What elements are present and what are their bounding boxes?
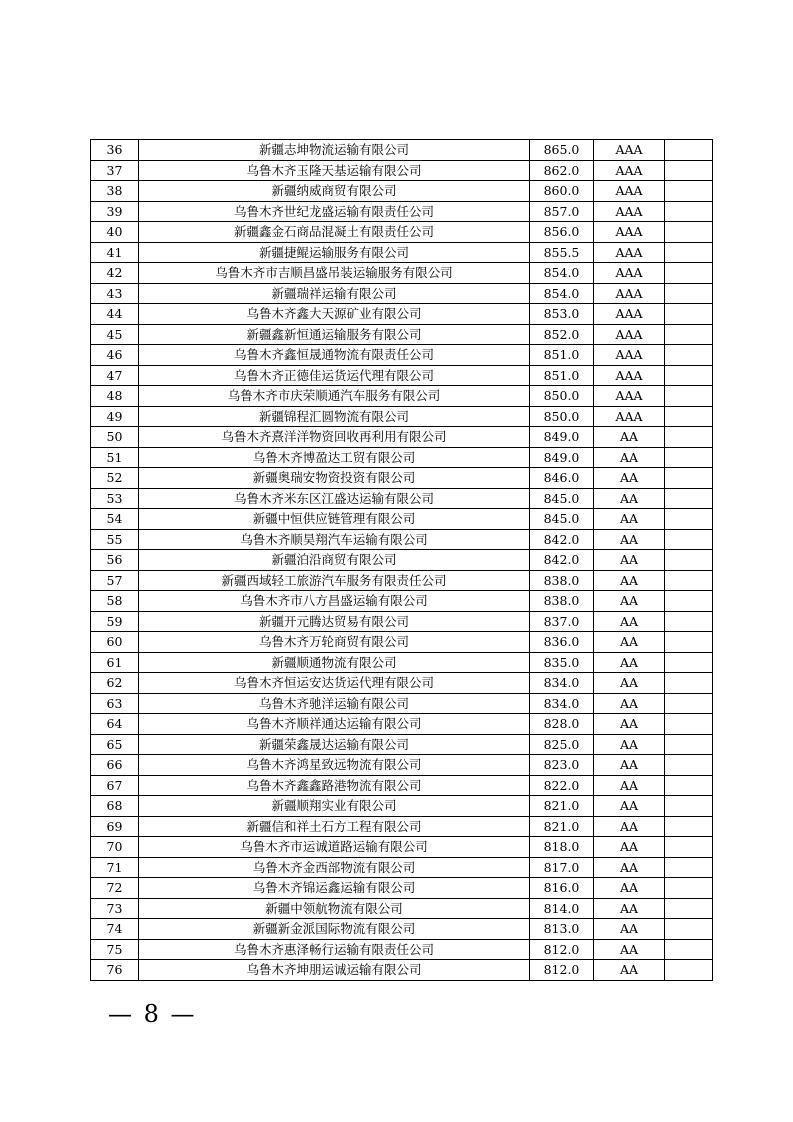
row-number: 52	[91, 468, 139, 489]
row-number: 44	[91, 304, 139, 325]
company-name: 乌鲁木齐市八方昌盛运输有限公司	[139, 591, 530, 612]
company-name: 新疆信和祥土石方工程有限公司	[139, 816, 530, 837]
remark-cell	[665, 406, 713, 427]
company-name: 乌鲁木齐市运诚道路运输有限公司	[139, 837, 530, 858]
credit-score: 851.0	[530, 365, 594, 386]
row-number: 46	[91, 345, 139, 366]
company-name: 新疆中恒供应链管理有限公司	[139, 509, 530, 530]
table-row	[91, 652, 713, 673]
credit-grade: AAA	[594, 263, 665, 284]
credit-grade: AAA	[594, 324, 665, 345]
remark-cell	[665, 673, 713, 694]
credit-grade: AA	[594, 796, 665, 817]
remark-cell	[665, 345, 713, 366]
credit-grade: AAA	[594, 386, 665, 407]
table-row	[91, 160, 713, 181]
remark-cell	[665, 304, 713, 325]
table-row	[91, 488, 713, 509]
credit-grade: AAA	[594, 181, 665, 202]
remark-cell	[665, 775, 713, 796]
credit-grade: AA	[594, 529, 665, 550]
credit-score: 845.0	[530, 509, 594, 530]
remark-cell	[665, 734, 713, 755]
credit-score: 838.0	[530, 570, 594, 591]
credit-grade: AAA	[594, 365, 665, 386]
credit-score: 850.0	[530, 386, 594, 407]
remark-cell	[665, 263, 713, 284]
row-number: 40	[91, 222, 139, 243]
row-number: 54	[91, 509, 139, 530]
remark-cell	[665, 693, 713, 714]
table-row	[91, 755, 713, 776]
credit-grade: AA	[594, 857, 665, 878]
table-row	[91, 673, 713, 694]
company-name: 新疆鑫金石商品混凝土有限责任公司	[139, 222, 530, 243]
company-name: 新疆泊沿商贸有限公司	[139, 550, 530, 571]
credit-grade: AA	[594, 632, 665, 653]
table-row	[91, 242, 713, 263]
company-name: 乌鲁木齐恒运安达货运代理有限公司	[139, 673, 530, 694]
credit-score: 836.0	[530, 632, 594, 653]
company-name: 乌鲁木齐驰洋运输有限公司	[139, 693, 530, 714]
credit-score: 835.0	[530, 652, 594, 673]
row-number: 51	[91, 447, 139, 468]
row-number: 58	[91, 591, 139, 612]
row-number: 72	[91, 878, 139, 899]
row-number: 64	[91, 714, 139, 735]
table-row	[91, 324, 713, 345]
remark-cell	[665, 570, 713, 591]
credit-grade: AAA	[594, 345, 665, 366]
row-number: 70	[91, 837, 139, 858]
credit-score: 857.0	[530, 201, 594, 222]
row-number: 74	[91, 919, 139, 940]
credit-score: 834.0	[530, 693, 594, 714]
credit-grade: AA	[594, 611, 665, 632]
remark-cell	[665, 468, 713, 489]
credit-grade: AAA	[594, 222, 665, 243]
credit-grade: AA	[594, 775, 665, 796]
row-number: 45	[91, 324, 139, 345]
company-name: 新疆锦程汇圆物流有限公司	[139, 406, 530, 427]
company-name: 乌鲁木齐市庆荣顺通汽车服务有限公司	[139, 386, 530, 407]
credit-grade: AAA	[594, 283, 665, 304]
table-row	[91, 509, 713, 530]
row-number: 42	[91, 263, 139, 284]
row-number: 57	[91, 570, 139, 591]
company-name: 乌鲁木齐鑫恒晟通物流有限责任公司	[139, 345, 530, 366]
row-number: 69	[91, 816, 139, 837]
company-name: 新疆志坤物流运输有限公司	[139, 140, 530, 161]
remark-cell	[665, 509, 713, 530]
remark-cell	[665, 201, 713, 222]
credit-score: 822.0	[530, 775, 594, 796]
company-name: 新疆瑞祥运输有限公司	[139, 283, 530, 304]
credit-grade: AA	[594, 468, 665, 489]
credit-grade: AA	[594, 816, 665, 837]
remark-cell	[665, 140, 713, 161]
credit-grade: AA	[594, 591, 665, 612]
credit-grade: AA	[594, 960, 665, 981]
row-number: 59	[91, 611, 139, 632]
table-row	[91, 222, 713, 243]
ratings-table-body	[91, 140, 713, 981]
remark-cell	[665, 591, 713, 612]
table-row	[91, 693, 713, 714]
table-row	[91, 201, 713, 222]
remark-cell	[665, 939, 713, 960]
credit-grade: AA	[594, 673, 665, 694]
remark-cell	[665, 611, 713, 632]
remark-cell	[665, 488, 713, 509]
credit-score: 849.0	[530, 447, 594, 468]
remark-cell	[665, 816, 713, 837]
row-number: 41	[91, 242, 139, 263]
company-name: 乌鲁木齐正德佳运货运代理有限公司	[139, 365, 530, 386]
table-row	[91, 468, 713, 489]
credit-grade: AA	[594, 488, 665, 509]
row-number: 43	[91, 283, 139, 304]
credit-score: 825.0	[530, 734, 594, 755]
table-row	[91, 345, 713, 366]
credit-score: 814.0	[530, 898, 594, 919]
credit-score: 821.0	[530, 816, 594, 837]
row-number: 48	[91, 386, 139, 407]
credit-grade: AA	[594, 693, 665, 714]
remark-cell	[665, 242, 713, 263]
table-row	[91, 365, 713, 386]
company-name: 乌鲁木齐市吉顺昌盛吊装运输服务有限公司	[139, 263, 530, 284]
credit-score: 842.0	[530, 550, 594, 571]
credit-score: 850.0	[530, 406, 594, 427]
table-row	[91, 263, 713, 284]
row-number: 61	[91, 652, 139, 673]
row-number: 66	[91, 755, 139, 776]
table-row	[91, 898, 713, 919]
remark-cell	[665, 447, 713, 468]
company-name: 新疆西域轻工旅游汽车服务有限责任公司	[139, 570, 530, 591]
row-number: 62	[91, 673, 139, 694]
table-row	[91, 529, 713, 550]
company-name: 乌鲁木齐顺祥通达运输有限公司	[139, 714, 530, 735]
credit-grade: AA	[594, 878, 665, 899]
credit-grade: AA	[594, 734, 665, 755]
table-row	[91, 591, 713, 612]
company-name: 乌鲁木齐惠泽畅行运输有限责任公司	[139, 939, 530, 960]
table-row	[91, 181, 713, 202]
table-row	[91, 878, 713, 899]
company-name: 乌鲁木齐鑫鑫路港物流有限公司	[139, 775, 530, 796]
credit-grade: AAA	[594, 406, 665, 427]
credit-grade: AAA	[594, 160, 665, 181]
credit-score: 842.0	[530, 529, 594, 550]
company-name: 乌鲁木齐万轮商贸有限公司	[139, 632, 530, 653]
credit-grade: AA	[594, 570, 665, 591]
company-name: 乌鲁木齐顺昊翔汽车运输有限公司	[139, 529, 530, 550]
table-row	[91, 632, 713, 653]
credit-score: 849.0	[530, 427, 594, 448]
credit-score: 817.0	[530, 857, 594, 878]
credit-grade: AA	[594, 939, 665, 960]
table-row	[91, 796, 713, 817]
remark-cell	[665, 365, 713, 386]
remark-cell	[665, 550, 713, 571]
remark-cell	[665, 714, 713, 735]
credit-score: 845.0	[530, 488, 594, 509]
row-number: 36	[91, 140, 139, 161]
row-number: 49	[91, 406, 139, 427]
credit-grade: AAA	[594, 242, 665, 263]
row-number: 55	[91, 529, 139, 550]
table-row	[91, 447, 713, 468]
company-name: 新疆奥瑞安物资投资有限公司	[139, 468, 530, 489]
credit-score: 851.0	[530, 345, 594, 366]
credit-score: 834.0	[530, 673, 594, 694]
table-row	[91, 960, 713, 981]
page-number: — 8 —	[108, 1000, 197, 1028]
credit-score: 813.0	[530, 919, 594, 940]
row-number: 38	[91, 181, 139, 202]
row-number: 71	[91, 857, 139, 878]
table-row	[91, 550, 713, 571]
company-name: 乌鲁木齐金西部物流有限公司	[139, 857, 530, 878]
credit-grade: AAA	[594, 304, 665, 325]
remark-cell	[665, 427, 713, 448]
credit-score: 828.0	[530, 714, 594, 735]
table-row	[91, 919, 713, 940]
row-number: 67	[91, 775, 139, 796]
credit-score: 860.0	[530, 181, 594, 202]
company-name: 乌鲁木齐鸿星致远物流有限公司	[139, 755, 530, 776]
credit-score: 853.0	[530, 304, 594, 325]
credit-score: 856.0	[530, 222, 594, 243]
company-name: 新疆纳威商贸有限公司	[139, 181, 530, 202]
credit-score: 837.0	[530, 611, 594, 632]
table-row	[91, 304, 713, 325]
table-row	[91, 283, 713, 304]
row-number: 50	[91, 427, 139, 448]
row-number: 39	[91, 201, 139, 222]
remark-cell	[665, 919, 713, 940]
company-name: 乌鲁木齐熹洋洋物资回收再利用有限公司	[139, 427, 530, 448]
company-name: 乌鲁木齐玉隆天基运输有限公司	[139, 160, 530, 181]
credit-grade: AA	[594, 427, 665, 448]
company-name: 新疆开元腾达贸易有限公司	[139, 611, 530, 632]
credit-score: 812.0	[530, 939, 594, 960]
credit-grade: AA	[594, 837, 665, 858]
table-row	[91, 406, 713, 427]
credit-grade: AAA	[594, 140, 665, 161]
remark-cell	[665, 632, 713, 653]
credit-score: 846.0	[530, 468, 594, 489]
table-row	[91, 714, 713, 735]
row-number: 47	[91, 365, 139, 386]
row-number: 53	[91, 488, 139, 509]
row-number: 65	[91, 734, 139, 755]
table-row	[91, 775, 713, 796]
company-name: 新疆顺通物流有限公司	[139, 652, 530, 673]
remark-cell	[665, 529, 713, 550]
row-number: 60	[91, 632, 139, 653]
credit-score: 865.0	[530, 140, 594, 161]
credit-score: 818.0	[530, 837, 594, 858]
table-row	[91, 816, 713, 837]
remark-cell	[665, 755, 713, 776]
credit-score: 812.0	[530, 960, 594, 981]
credit-grade: AA	[594, 550, 665, 571]
remark-cell	[665, 837, 713, 858]
table-row	[91, 734, 713, 755]
credit-grade: AA	[594, 755, 665, 776]
credit-score: 854.0	[530, 263, 594, 284]
remark-cell	[665, 160, 713, 181]
table-row	[91, 386, 713, 407]
credit-grade: AA	[594, 714, 665, 735]
row-number: 76	[91, 960, 139, 981]
row-number: 63	[91, 693, 139, 714]
company-name: 新疆荣鑫晟达运输有限公司	[139, 734, 530, 755]
company-name: 乌鲁木齐米东区江盛达运输有限公司	[139, 488, 530, 509]
credit-score: 855.5	[530, 242, 594, 263]
table-row	[91, 611, 713, 632]
table-row	[91, 857, 713, 878]
company-name: 新疆鑫新恒通运输服务有限公司	[139, 324, 530, 345]
table-row	[91, 427, 713, 448]
credit-score: 816.0	[530, 878, 594, 899]
remark-cell	[665, 652, 713, 673]
credit-score: 852.0	[530, 324, 594, 345]
credit-grade: AA	[594, 919, 665, 940]
credit-score: 862.0	[530, 160, 594, 181]
credit-grade: AA	[594, 898, 665, 919]
table-row	[91, 140, 713, 161]
remark-cell	[665, 898, 713, 919]
remark-cell	[665, 878, 713, 899]
company-name: 乌鲁木齐世纪龙盛运输有限责任公司	[139, 201, 530, 222]
ratings-table	[90, 139, 713, 981]
remark-cell	[665, 324, 713, 345]
row-number: 73	[91, 898, 139, 919]
company-name: 新疆顺翔实业有限公司	[139, 796, 530, 817]
credit-grade: AA	[594, 509, 665, 530]
company-name: 新疆新金派国际物流有限公司	[139, 919, 530, 940]
table-row	[91, 837, 713, 858]
remark-cell	[665, 796, 713, 817]
remark-cell	[665, 386, 713, 407]
credit-grade: AA	[594, 652, 665, 673]
company-name: 乌鲁木齐锦运鑫运输有限公司	[139, 878, 530, 899]
row-number: 37	[91, 160, 139, 181]
company-name: 乌鲁木齐博盈达工贸有限公司	[139, 447, 530, 468]
credit-score: 821.0	[530, 796, 594, 817]
company-name: 新疆中领航物流有限公司	[139, 898, 530, 919]
row-number: 68	[91, 796, 139, 817]
row-number: 56	[91, 550, 139, 571]
table-row	[91, 939, 713, 960]
remark-cell	[665, 960, 713, 981]
remark-cell	[665, 283, 713, 304]
remark-cell	[665, 222, 713, 243]
credit-grade: AA	[594, 447, 665, 468]
credit-score: 854.0	[530, 283, 594, 304]
credit-grade: AAA	[594, 201, 665, 222]
remark-cell	[665, 857, 713, 878]
company-name: 乌鲁木齐鑫大天源矿业有限公司	[139, 304, 530, 325]
table-row	[91, 570, 713, 591]
remark-cell	[665, 181, 713, 202]
company-name: 乌鲁木齐坤朋运诚运输有限公司	[139, 960, 530, 981]
company-name: 新疆捷鲲运输服务有限公司	[139, 242, 530, 263]
credit-score: 838.0	[530, 591, 594, 612]
row-number: 75	[91, 939, 139, 960]
credit-score: 823.0	[530, 755, 594, 776]
